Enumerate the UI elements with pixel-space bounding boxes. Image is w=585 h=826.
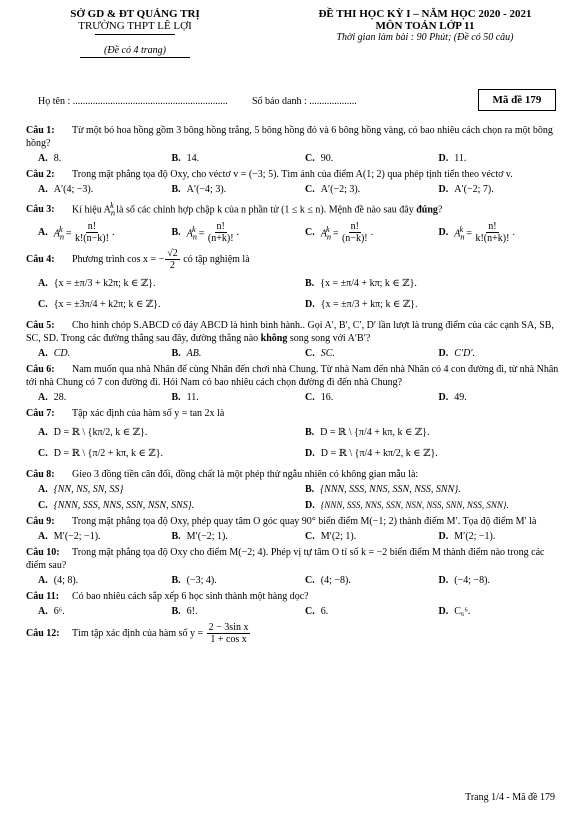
options [26, 530, 560, 543]
option-a: M′(−2; −1). [53, 531, 101, 543]
question-text: Nam muốn qua nhà Nhân để cùng Nhân đến chơi nhà Chung. Từ nhà Nam đến nhà Nhân có 4 con đường đi, từ nhà Nhân tới nhà Chung có 7 con đường đi. Hỏi Nam có bao nhiêu cách chọn đường đi đến nhà Chung? [26, 364, 559, 389]
option-label: B. [171, 531, 181, 543]
option-d: D = ℝ \ {π/4 + kπ/2, k ∈ ℤ}. [320, 448, 438, 460]
department: SỞ GD & ĐT QUẢNG TRỊ [70, 8, 200, 20]
question-2 [26, 168, 560, 181]
option-label: A. [38, 531, 48, 543]
question-text: Tìm tập xác định của hàm số y = [72, 628, 206, 640]
options [26, 574, 560, 587]
option-a: D = ℝ \ {kπ/2, k ∈ ℤ}. [53, 427, 148, 439]
question-text: Tập xác định của hàm số y = tan 2x là [72, 408, 225, 420]
option-label: A. [38, 427, 48, 439]
exam-code-box: Mã đề 179 [478, 89, 556, 111]
options [26, 426, 560, 439]
option-a: 8. [53, 153, 62, 164]
option-b: 6!. [186, 606, 198, 618]
option-a: {NN, NS, SN, SS} [53, 484, 124, 496]
option-label: A. [38, 392, 48, 404]
question-text: Kí hiệu A [72, 204, 111, 216]
option-c: M′(2; 1). [320, 531, 357, 543]
option-label: A. [38, 575, 48, 587]
question-text: ? [437, 204, 443, 216]
option-label: B. [305, 484, 315, 496]
questions [26, 124, 560, 647]
option-label: D. [438, 348, 449, 360]
options [26, 483, 560, 496]
option-d: {NNN, SSS, NNS, SSN, NSN, NSS, SNN, NSS, SNN}. [320, 500, 509, 511]
option-label: A. [38, 184, 48, 195]
question-number: Câu 6: [26, 364, 55, 376]
emphasis: không [260, 333, 288, 345]
question-12 [26, 622, 560, 645]
option-a: (4; 8). [53, 575, 79, 587]
fraction: $\frac{√2}{2}$ [167, 248, 178, 272]
option-label: C. [305, 575, 315, 587]
option-label: C. [38, 448, 48, 460]
divider [95, 34, 175, 35]
option-label: D. [438, 153, 449, 164]
option-label: D. [305, 448, 315, 460]
emphasis: đúng [416, 204, 438, 216]
option-label: D. [438, 184, 449, 195]
option-d: $\frac{n!}{k!(n+k)!}$ [475, 221, 510, 245]
option-d: {x = ±π/3 + kπ; k ∈ ℤ}. [320, 299, 418, 311]
options [26, 391, 560, 404]
option-a: 6⁶. [53, 606, 65, 618]
candidate-number-field: Số báo danh : ................... [252, 96, 357, 107]
options [26, 298, 560, 311]
option-label: D. [438, 606, 449, 618]
header-left [40, 8, 230, 58]
exam-time: Thời gian làm bài : 90 Phút; (Đề có 50 câu) [336, 32, 514, 43]
option-label: B. [171, 392, 181, 404]
option-label: B. [305, 427, 315, 439]
question-number: Câu 10: [26, 547, 60, 559]
question-text: Gieo 3 đồng tiền cân đối, đồng chất là một phép thử ngẫu nhiên có không gian mẫu là: [72, 469, 419, 481]
question-text: có tập nghiệm là [180, 254, 250, 266]
options [26, 499, 560, 512]
option-d: A′(−2; 7). [454, 184, 494, 195]
school-name: TRƯỜNG THPT LÊ LỢI [78, 20, 192, 32]
option-c: {NNN, SSS, NNS, SSN, NSN, SNS}. [53, 500, 195, 512]
question-text: là số các chỉnh hợp chập k của n phần tử (1 ≤ k ≤ n). Mệnh đề nào sau đây [113, 204, 417, 216]
option-label: A. [38, 227, 48, 239]
option-b: (−3; 4). [186, 575, 217, 587]
option-a: CD. [53, 348, 71, 360]
option-label: D. [438, 531, 449, 543]
fraction: $\frac{\text{2 − 3sin x}}{\text{1 + cos x}}$ [208, 622, 249, 646]
option-a: A′(4; −3). [53, 184, 94, 195]
option-label: A. [38, 348, 48, 360]
question-text: Cho hình chóp S.ABCD có đáy ABCD là hình bình hành.. Gọi A′, B′, C′, D′ lần lượt là trung điểm của các cạnh SA, SB, SC, SD. Trong các đường thẳng sau đây, đường thẳng nào [26, 320, 554, 345]
option-label: C. [305, 227, 315, 239]
option-b: 14. [186, 153, 200, 164]
option-b: D = ℝ \ {π/4 + kπ, k ∈ ℤ}. [320, 427, 430, 439]
option-label: B. [171, 575, 181, 587]
question-10 [26, 546, 560, 572]
option-label: B. [171, 606, 181, 618]
question-text: Trong mặt phẳng tọa độ Oxy cho điểm M(−2; 4). Phép vị tự tâm O tỉ số k = −2 biến điểm M thành điểm nào trong các điểm sau? [26, 547, 545, 572]
exam-title: ĐỀ THI HỌC KỲ I – NĂM HỌC 2020 - 2021 [318, 8, 532, 20]
question-number: Câu 5: [26, 320, 55, 332]
option-d: C₆⁶. [454, 606, 471, 618]
question-8 [26, 468, 560, 481]
question-5 [26, 319, 560, 345]
option-label: A. [38, 153, 48, 164]
question-number: Câu 8: [26, 469, 55, 481]
option-label: C. [38, 500, 48, 512]
option-b: 11. [186, 392, 199, 404]
question-text: Trong mặt phẳng tọa độ Oxy, phép quay tâm O góc quay 90° biến điểm M(−1; 2) thành điểm M′. Tọa độ điểm M′ là [72, 516, 537, 528]
divider [80, 57, 190, 58]
option-label: C. [305, 348, 315, 360]
option-label: A. [38, 278, 48, 290]
option-c: {x = ±3π/4 + k2π; k ∈ ℤ}. [53, 299, 161, 311]
question-number: Câu 11: [26, 591, 60, 603]
question-number: Câu 1: [26, 125, 55, 136]
option-label: B. [171, 227, 181, 239]
question-text: Trong mặt phẳng tọa độ Oxy, cho véctơ v = (−3; 5). Tìm ảnh của điểm A(1; 2) qua phép tịnh tiến theo véctơ v. [72, 169, 513, 180]
option-d-lhs: $A_n^k$ = [454, 224, 473, 241]
options [26, 447, 560, 460]
option-label: C. [305, 153, 315, 164]
option-label: C. [305, 531, 315, 543]
question-text: song song với A′B′? [287, 333, 371, 345]
option-b: M′(−2; 1). [186, 531, 228, 543]
question-text: Có bao nhiêu cách sắp xếp 6 học sinh thành một hàng dọc? [72, 591, 309, 603]
question-number: Câu 3: [26, 204, 55, 216]
question-number: Câu 2: [26, 169, 55, 180]
question-1 [26, 124, 560, 150]
option-b: {NNN, SSS, NNS, SSN, NSS, SNN}. [320, 484, 461, 496]
question-11 [26, 590, 560, 603]
option-d: M′(2; −1). [454, 531, 496, 543]
option-label: A. [38, 484, 48, 496]
options [26, 277, 560, 290]
option-b: $\frac{n!}{(n+k)!}$ [207, 221, 234, 245]
option-label: D. [305, 500, 315, 512]
option-label: D. [305, 299, 315, 311]
option-d: C′D′. [454, 348, 476, 360]
question-number: Câu 12: [26, 628, 60, 640]
page-footer: Trang 1/4 - Mã đề 179 [465, 792, 555, 803]
options: A. $A_n^k$ = $\frac{n!}{k!(n-k)!}$ . B. $A_n^k$ = $\frac{n!}{(n+k)!}$ . C. $A_n^k$ = $\frac{n!}{(n-k)!}$ . D. $A_n^k$ = $\frac{n!}{k!(n+k)!}$ . [38, 221, 515, 245]
page-count: (Đề có 4 trang) [104, 45, 166, 56]
question-6 [26, 363, 560, 389]
option-c: (4; −8). [320, 575, 351, 587]
option-c: SC. [320, 348, 335, 360]
option-a: 28. [53, 392, 67, 404]
options [26, 183, 560, 196]
question-3: Câu 3: Kí hiệu $A_n^k$ là số các chỉnh hợp chập k của n phần tử (1 ≤ k ≤ n). Mệnh đề nào sau đây đúng? [26, 201, 443, 218]
question-4 [26, 248, 560, 271]
question-number: Câu 4: [26, 254, 55, 266]
subject: MÔN TOÁN LỚP 11 [375, 20, 475, 32]
option-label: B. [305, 278, 315, 290]
option-label: C. [38, 299, 48, 311]
option-b: {x = ±π/4 + kπ; k ∈ ℤ}. [320, 278, 417, 290]
option-label: D. [438, 392, 449, 404]
option-b-lhs: $A_n^k$ = [186, 224, 205, 241]
header-right [290, 8, 560, 43]
question-7 [26, 407, 560, 420]
question-text: Từ một bó hoa hồng gồm 3 bông hồng trắng, 5 bông hồng đỏ và 6 bông hồng vàng, có bao nhiêu cách chọn ra một bông hồng? [26, 125, 553, 149]
option-label: B. [171, 348, 181, 360]
option-label: C. [305, 184, 315, 195]
option-label: B. [171, 184, 181, 195]
options [26, 152, 560, 165]
option-a: $\frac{n!}{k!(n-k)!}$ [74, 221, 109, 245]
option-label: C. [305, 392, 315, 404]
option-a: {x = ±π/3 + k2π; k ∈ ℤ}. [53, 278, 156, 290]
option-c: 16. [320, 392, 334, 404]
option-c: D = ℝ \ {π/2 + kπ, k ∈ ℤ}. [53, 448, 164, 460]
option-c-lhs: $A_n^k$ = [320, 224, 339, 241]
question-text: Phương trình cos x = − [72, 254, 165, 266]
option-c: 90. [320, 153, 334, 164]
option-label: A. [38, 606, 48, 618]
option-label: B. [171, 153, 181, 164]
question-number: Câu 7: [26, 408, 55, 420]
option-c: 6. [320, 606, 329, 618]
option-a-lhs: $A_n^k$ = [53, 224, 72, 241]
question-9 [26, 515, 560, 528]
option-label: C. [305, 606, 315, 618]
option-label: D. [438, 575, 449, 587]
option-d: (−4; −8). [454, 575, 490, 587]
option-d: 11. [454, 153, 467, 164]
option-d: 49. [454, 392, 467, 404]
option-c: $\frac{n!}{(n-k)!}$ [341, 221, 368, 245]
option-c: A′(−2; 3). [320, 184, 361, 195]
name-field: Họ tên : .............................................................. [38, 96, 228, 107]
option-b: AB. [186, 348, 202, 360]
options [26, 605, 560, 618]
option-label: D. [438, 227, 449, 239]
options [26, 347, 560, 360]
question-number: Câu 9: [26, 516, 55, 528]
option-b: A′(−4; 3). [186, 184, 227, 195]
